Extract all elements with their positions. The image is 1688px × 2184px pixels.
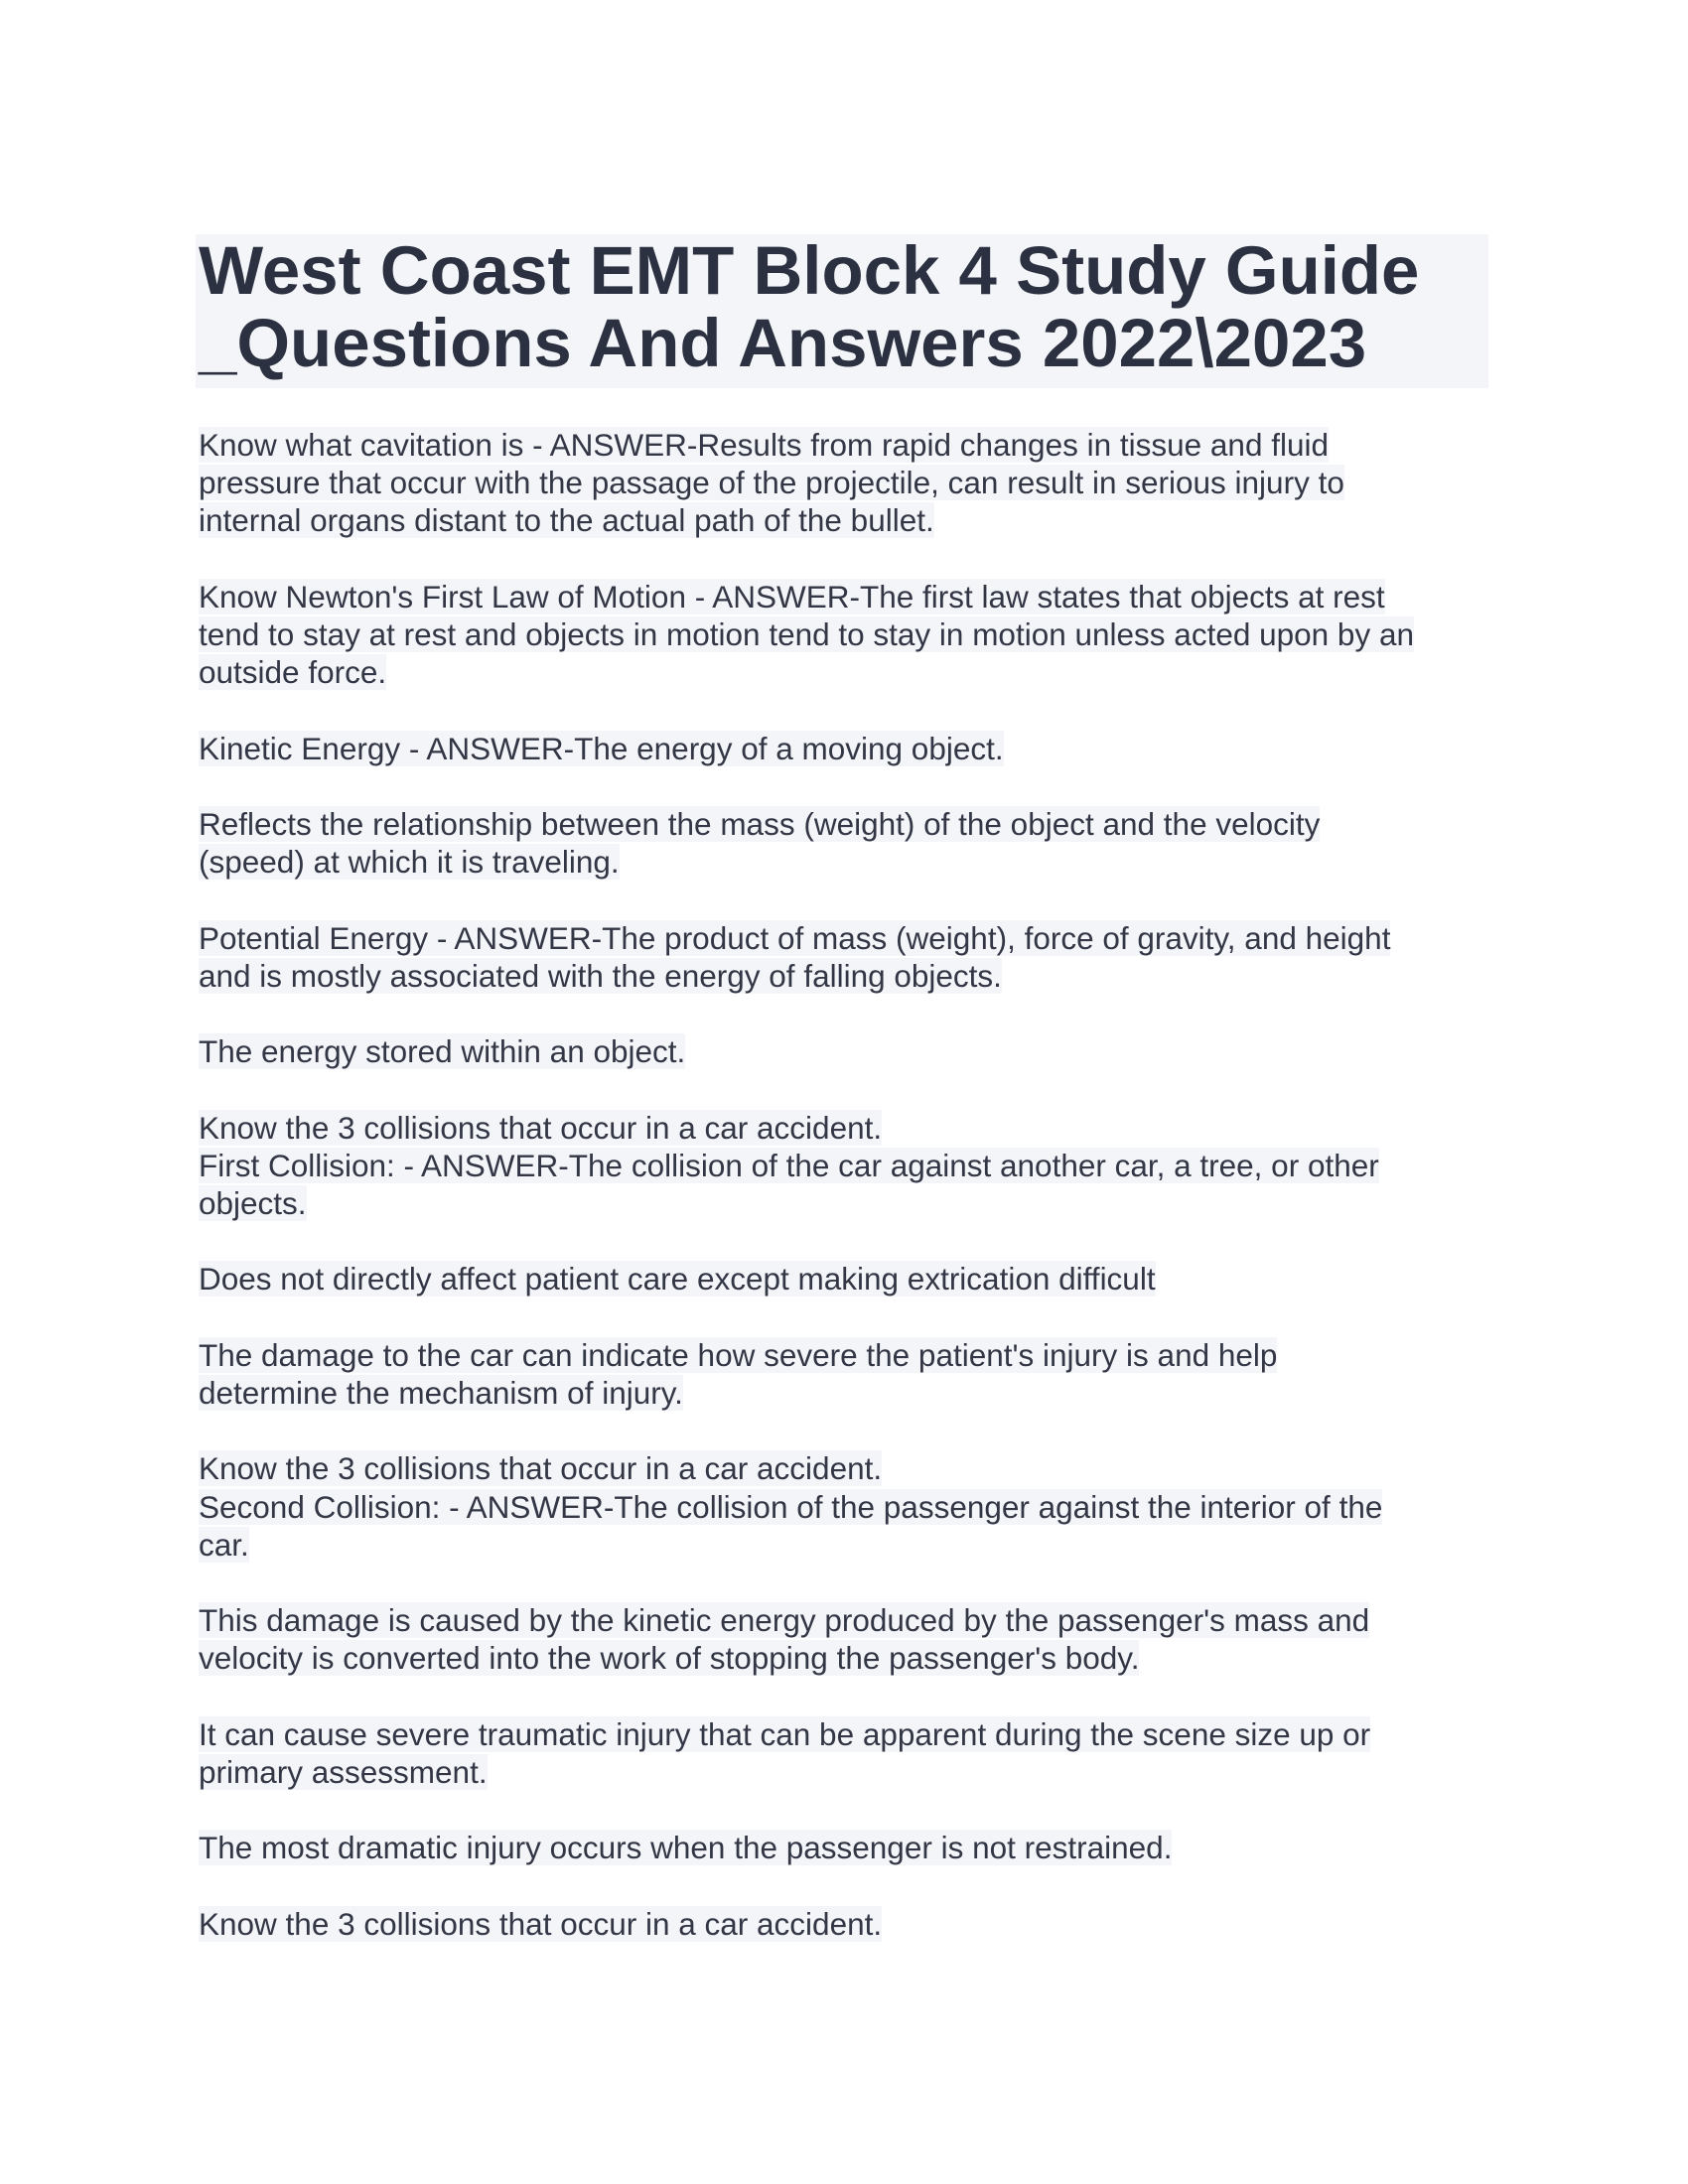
qa-paragraph	[199, 1829, 1489, 1866]
qa-paragraph	[199, 426, 1489, 540]
text-line-content: objects.	[199, 1184, 307, 1221]
text-line	[199, 1032, 1489, 1070]
text-line-content: and is mostly associated with the energy of falling objects.	[199, 957, 1002, 994]
text-line-content: outside force.	[199, 654, 387, 691]
text-line	[199, 1374, 1489, 1412]
text-line	[199, 1109, 1489, 1147]
text-line-content: The energy stored within an object.	[199, 1033, 686, 1070]
qa-paragraph	[199, 1905, 1489, 1943]
qa-paragraph	[199, 1601, 1489, 1677]
qa-paragraph	[199, 578, 1489, 692]
title-line: West Coast EMT Block 4 Study Guide	[199, 232, 1420, 309]
text-line-content: car.	[199, 1526, 249, 1563]
text-line	[199, 957, 1489, 995]
qa-paragraph	[199, 1109, 1489, 1223]
text-line-content: primary assessment.	[199, 1753, 488, 1790]
text-line-content: The damage to the car can indicate how severe the patient's injury is and help	[199, 1336, 1278, 1373]
text-line-content: Kinetic Energy - ANSWER-The energy of a moving object.	[199, 730, 1004, 766]
text-line	[199, 501, 1489, 539]
text-line-content: First Collision: - ANSWER-The collision of the car against another car, a tree, or other	[199, 1147, 1379, 1183]
text-line-content: tend to stay at rest and objects in motion tend to stay in motion unless acted upon by an	[199, 616, 1414, 652]
text-line	[199, 1449, 1489, 1487]
text-line	[199, 1715, 1489, 1753]
text-line-content: It can cause severe traumatic injury that can be apparent during the scene size up or	[199, 1715, 1371, 1752]
text-line-content: This damage is caused by the kinetic energy produced by the passenger's mass and	[199, 1602, 1370, 1639]
text-line	[199, 843, 1489, 881]
qa-paragraph	[199, 805, 1489, 881]
text-line	[199, 730, 1489, 767]
text-line-content: Know the 3 collisions that occur in a car accident.	[199, 1109, 883, 1146]
text-line-content: Know what cavitation is - ANSWER-Results from rapid changes in tissue and fluid	[199, 427, 1329, 463]
text-line	[199, 578, 1489, 615]
text-line	[199, 1488, 1489, 1526]
qa-paragraph	[199, 1336, 1489, 1412]
text-line-content: pressure that occur with the passage of the projectile, can result in serious injury to	[199, 465, 1344, 501]
text-line-content: Potential Energy - ANSWER-The product of mass (weight), force of gravity, and height	[199, 919, 1391, 956]
text-line-content: Know the 3 collisions that occur in a car accident.	[199, 1905, 883, 1942]
text-line-content: Second Collision: - ANSWER-The collision of the passenger against the interior of the	[199, 1488, 1383, 1525]
text-line	[199, 464, 1489, 501]
qa-paragraph	[199, 1449, 1489, 1564]
text-line-content: Know the 3 collisions that occur in a car accident.	[199, 1450, 883, 1487]
title-line: _Questions And Answers 2022\2023	[199, 305, 1367, 381]
text-line-content: The most dramatic injury occurs when the passenger is not restrained.	[199, 1830, 1173, 1866]
text-line	[199, 1753, 1489, 1791]
text-line	[199, 1336, 1489, 1374]
text-line	[199, 615, 1489, 653]
text-line-content: (speed) at which it is traveling.	[199, 844, 620, 881]
page-title	[199, 234, 1489, 379]
text-line	[199, 805, 1489, 843]
text-line-content: Does not directly affect patient care except making extrication difficult	[199, 1261, 1156, 1297]
text-line	[199, 1184, 1489, 1222]
text-line	[199, 1147, 1489, 1184]
text-line-content: Know Newton's First Law of Motion - ANSWER-The first law states that objects at rest	[199, 578, 1385, 614]
text-line	[199, 1260, 1489, 1297]
text-line	[199, 1526, 1489, 1564]
text-line	[199, 1601, 1489, 1639]
qa-paragraph	[199, 919, 1489, 995]
text-line-content: internal organs distant to the actual path of the bullet.	[199, 502, 934, 539]
text-line	[199, 426, 1489, 464]
text-line-content: Reflects the relationship between the mass (weight) of the object and the velocity	[199, 805, 1321, 842]
text-line	[199, 919, 1489, 957]
qa-paragraph	[199, 1715, 1489, 1791]
qa-paragraph	[199, 730, 1489, 767]
text-line	[199, 653, 1489, 691]
text-line-content: determine the mechanism of injury.	[199, 1374, 683, 1411]
text-line	[199, 1829, 1489, 1866]
text-line	[199, 1905, 1489, 1943]
study-guide-body	[199, 426, 1489, 1980]
qa-paragraph	[199, 1032, 1489, 1070]
text-line	[199, 1639, 1489, 1677]
text-line-content: velocity is converted into the work of stopping the passenger's body.	[199, 1640, 1140, 1677]
qa-paragraph	[199, 1260, 1489, 1297]
